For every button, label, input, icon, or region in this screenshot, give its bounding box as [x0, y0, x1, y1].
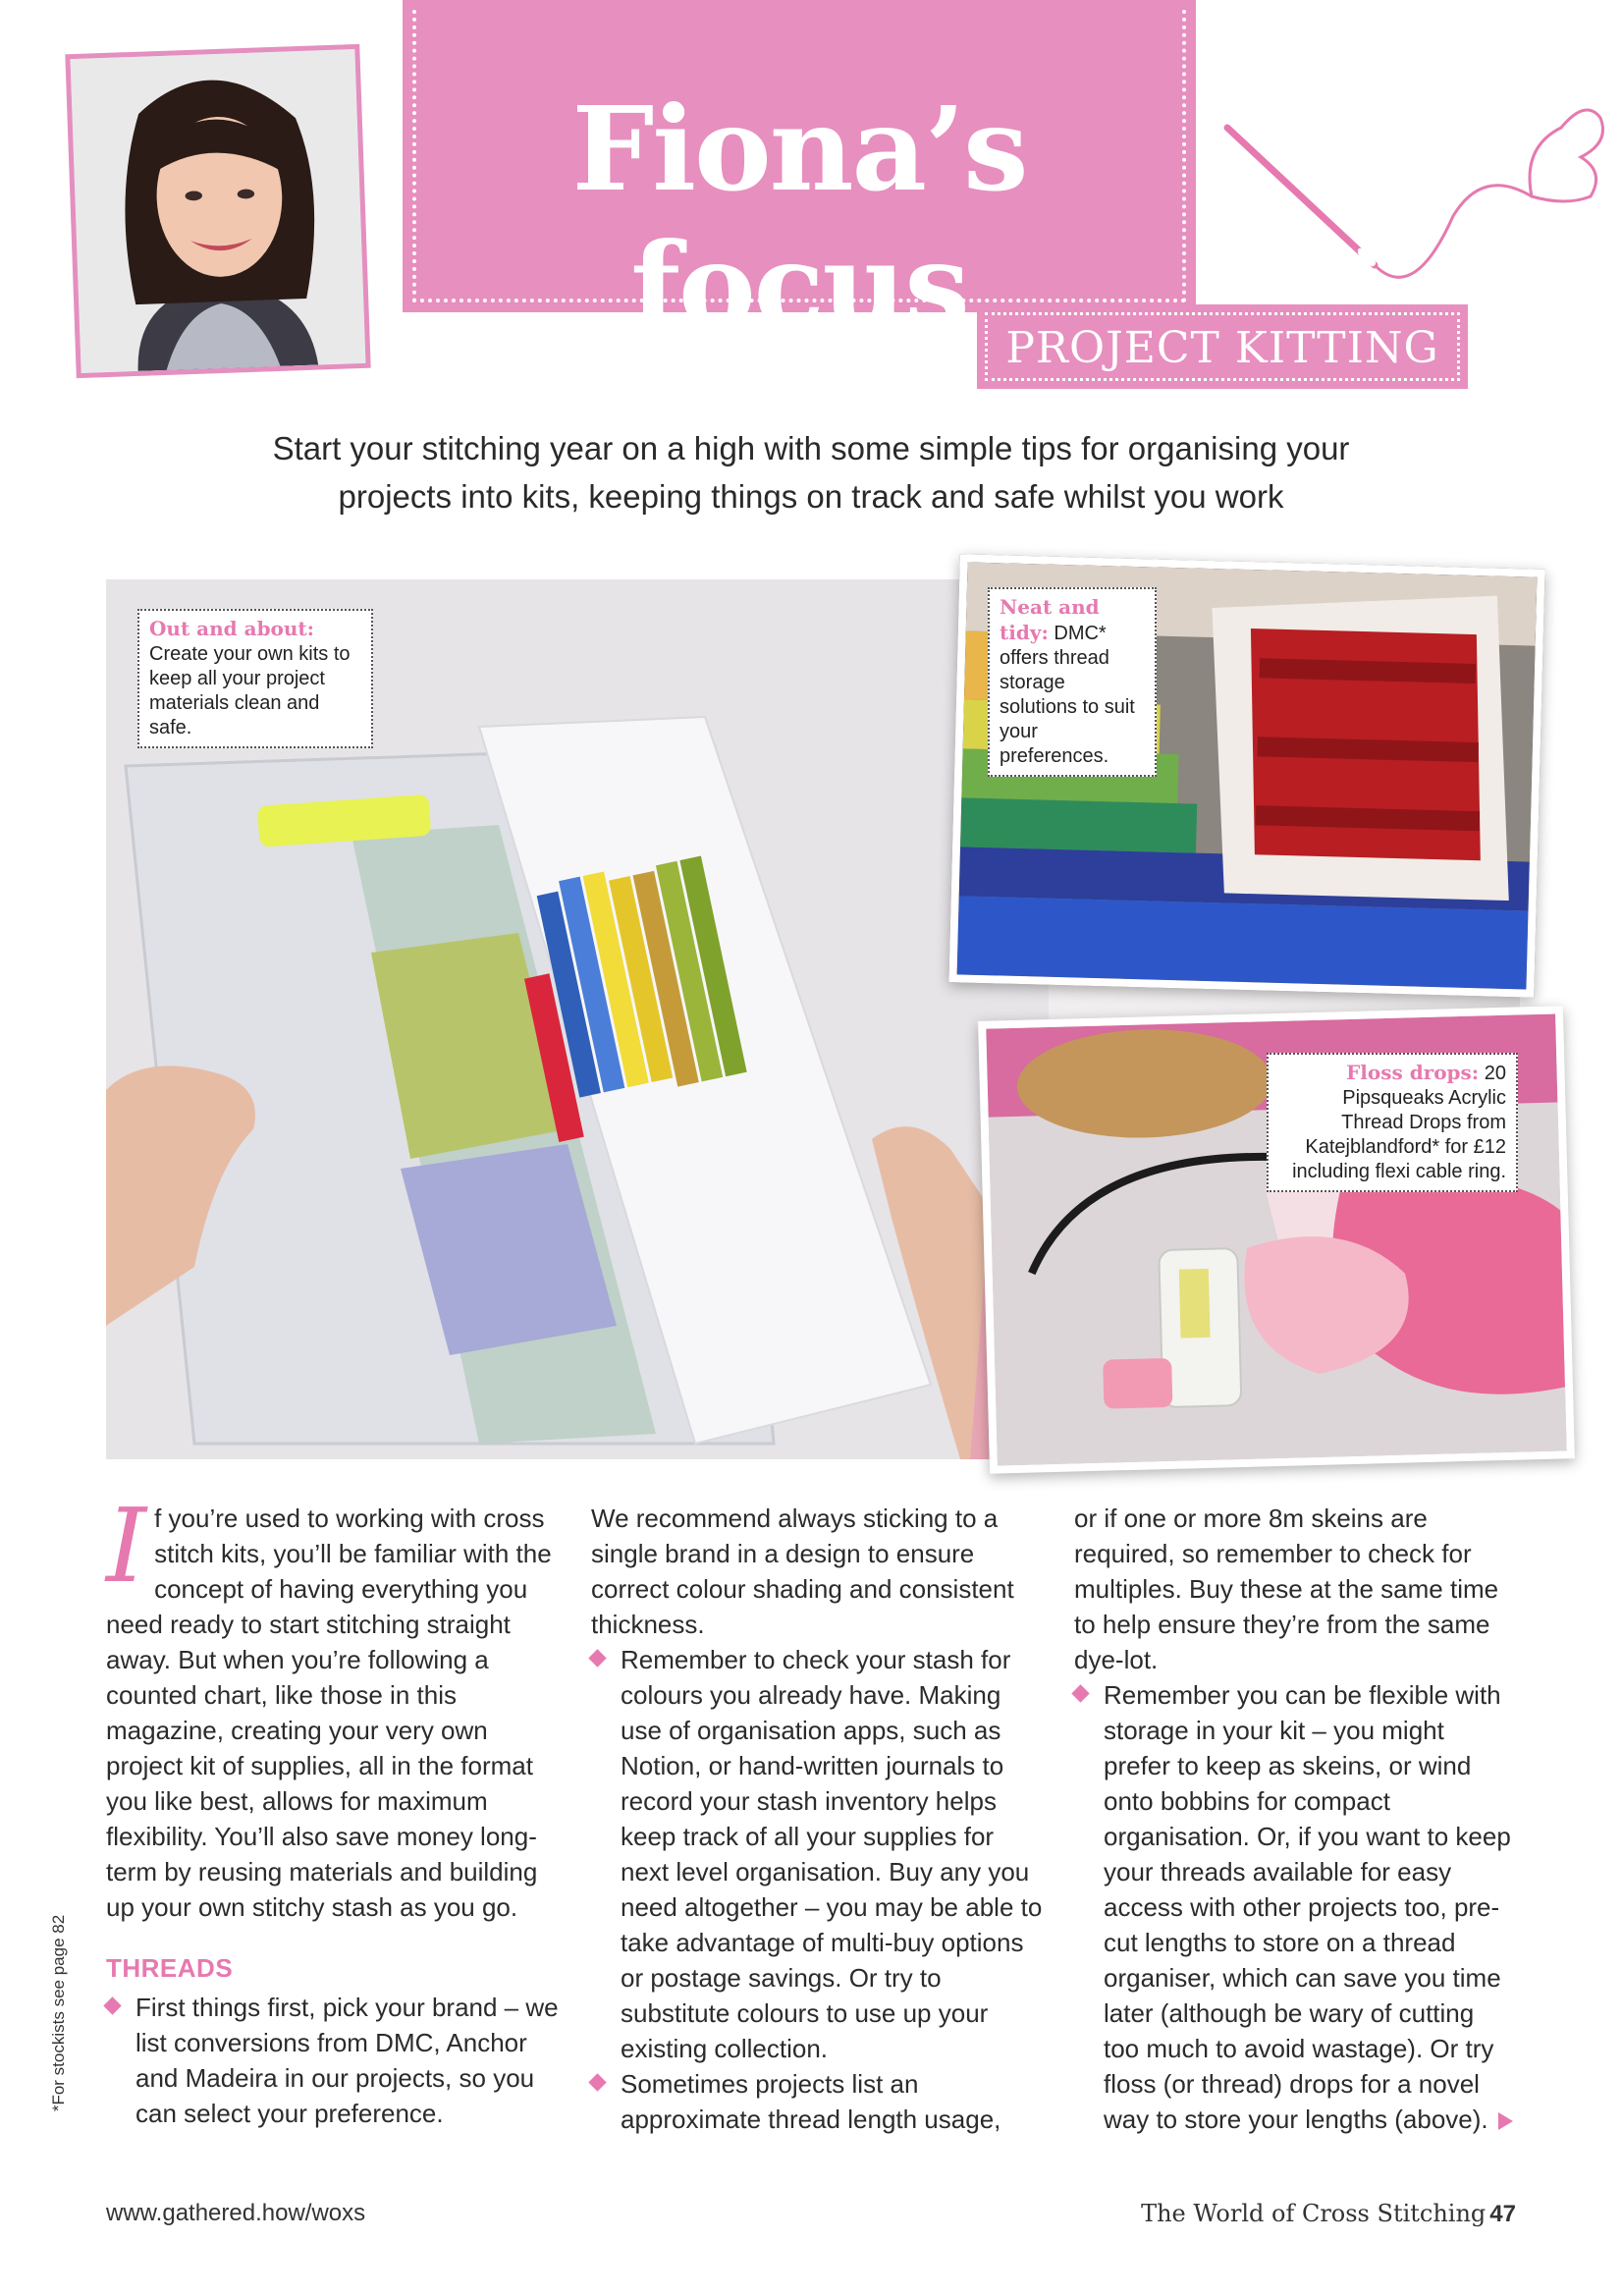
diamond-bullet-icon: [588, 1649, 606, 1667]
body-column-3: [1074, 1501, 1516, 2137]
stockists-note: *For stockists see page 82: [49, 1914, 68, 2112]
intro-text: Start your stitching year on a high with some simple tips for organising your projects into kits, keeping things on track and safe whilst you work: [272, 430, 1350, 515]
caption-text: DMC* offers thread storage solutions to suit your preferences.: [1000, 623, 1135, 767]
diamond-bullet-icon: [588, 2073, 606, 2091]
paragraph-continued: or if one or more 8m skeins are required, so remember to check for multiples. Buy these at the same time to help ensure they’re from the same dye-lot.: [1074, 1503, 1499, 1674]
page-subtitle: PROJECT KITTING: [1005, 323, 1439, 373]
caption-out-and-about: [137, 609, 373, 748]
needle-heart-icon: [1217, 59, 1610, 314]
bullet-item: [591, 2066, 1043, 2137]
caption-text: 20 Pipsqueaks Acrylic Thread Drops from Katejblandford* for £12 including flexi cable ring.: [1292, 1063, 1506, 1182]
page-title: Fiona’s focus: [571, 81, 1027, 354]
bullet-text: Sometimes projects list an approximate thread length usage,: [621, 2069, 1001, 2134]
bullet-item: [1074, 1677, 1516, 2137]
paragraph-text: f you’re used to working with cross stitch kits, you’ll be familiar with the concept of having everything you need ready to start stitching straight away. But when you’re following a counted chart, like those in this magazine, creating your very own project kit of supplies, all in the format you like best, allows for maximum flexibility. You’ll also save money long-term by reusing materials and building up your own stitchy stash as you go.: [106, 1503, 552, 1922]
caption-floss-drops: [1267, 1053, 1518, 1192]
diamond-bullet-icon: [103, 1996, 121, 2014]
bullet-text: Remember to check your stash for colours you already have. Making use of organisation apps, such as Notion, or hand-written journals to record your stash inventory helps keep track of all your supplies for next level organisation. Buy any you need altogether – you may be able to take advantage of multi-buy options or postage savings. Or try to substitute colours to use up your existing collection.: [621, 1645, 1043, 2063]
body-column-2: [591, 1501, 1043, 2137]
title-banner: [403, 0, 1196, 354]
bullet-item: [106, 1990, 568, 2131]
author-portrait: [65, 44, 370, 378]
page-number: 47: [1489, 2201, 1516, 2227]
continue-arrow-icon: [1498, 2112, 1513, 2130]
paragraph-continued: We recommend always sticking to a single brand in a design to ensure correct colour shading and consistent thickness.: [591, 1503, 1014, 1639]
drop-cap: I: [106, 1486, 147, 1606]
magazine-name: The World of Cross Stitching: [1141, 2200, 1487, 2227]
section-heading-threads: THREADS: [106, 1953, 234, 1983]
caption-neat-and-tidy: [988, 587, 1157, 777]
caption-text: Create your own kits to keep all your project materials clean and safe.: [149, 643, 351, 738]
subtitle-banner: [977, 304, 1468, 389]
bullet-item: [591, 1642, 1043, 2066]
caption-lead: Neat and tidy:: [1000, 595, 1100, 644]
bullet-text: First things first, pick your brand – we list conversions from DMC, Anchor and Madeira in our projects, so you can select your preference.: [135, 1993, 559, 2128]
footer-url: www.gathered.how/woxs: [106, 2200, 366, 2226]
body-column-1: [106, 1486, 568, 2131]
caption-lead: Out and about:: [149, 617, 315, 640]
diamond-bullet-icon: [1071, 1684, 1089, 1702]
bullet-text: Remember you can be flexible with storage in your kit – you might prefer to keep as skeins, or wind onto bobbins for compact organisation. Or, if you want to keep your threads available for easy access with other projects too, pre-cut lengths to store on a thread organiser, which can save you time later (although be wary of cutting too much to avoid wastage). Or try floss (or thread) drops for a novel way to store your lengths (above).: [1104, 1680, 1511, 2134]
footer-magazine: [1141, 2200, 1516, 2228]
intro-paragraph: [106, 1486, 568, 1925]
caption-lead: Floss drops:: [1346, 1061, 1480, 1084]
